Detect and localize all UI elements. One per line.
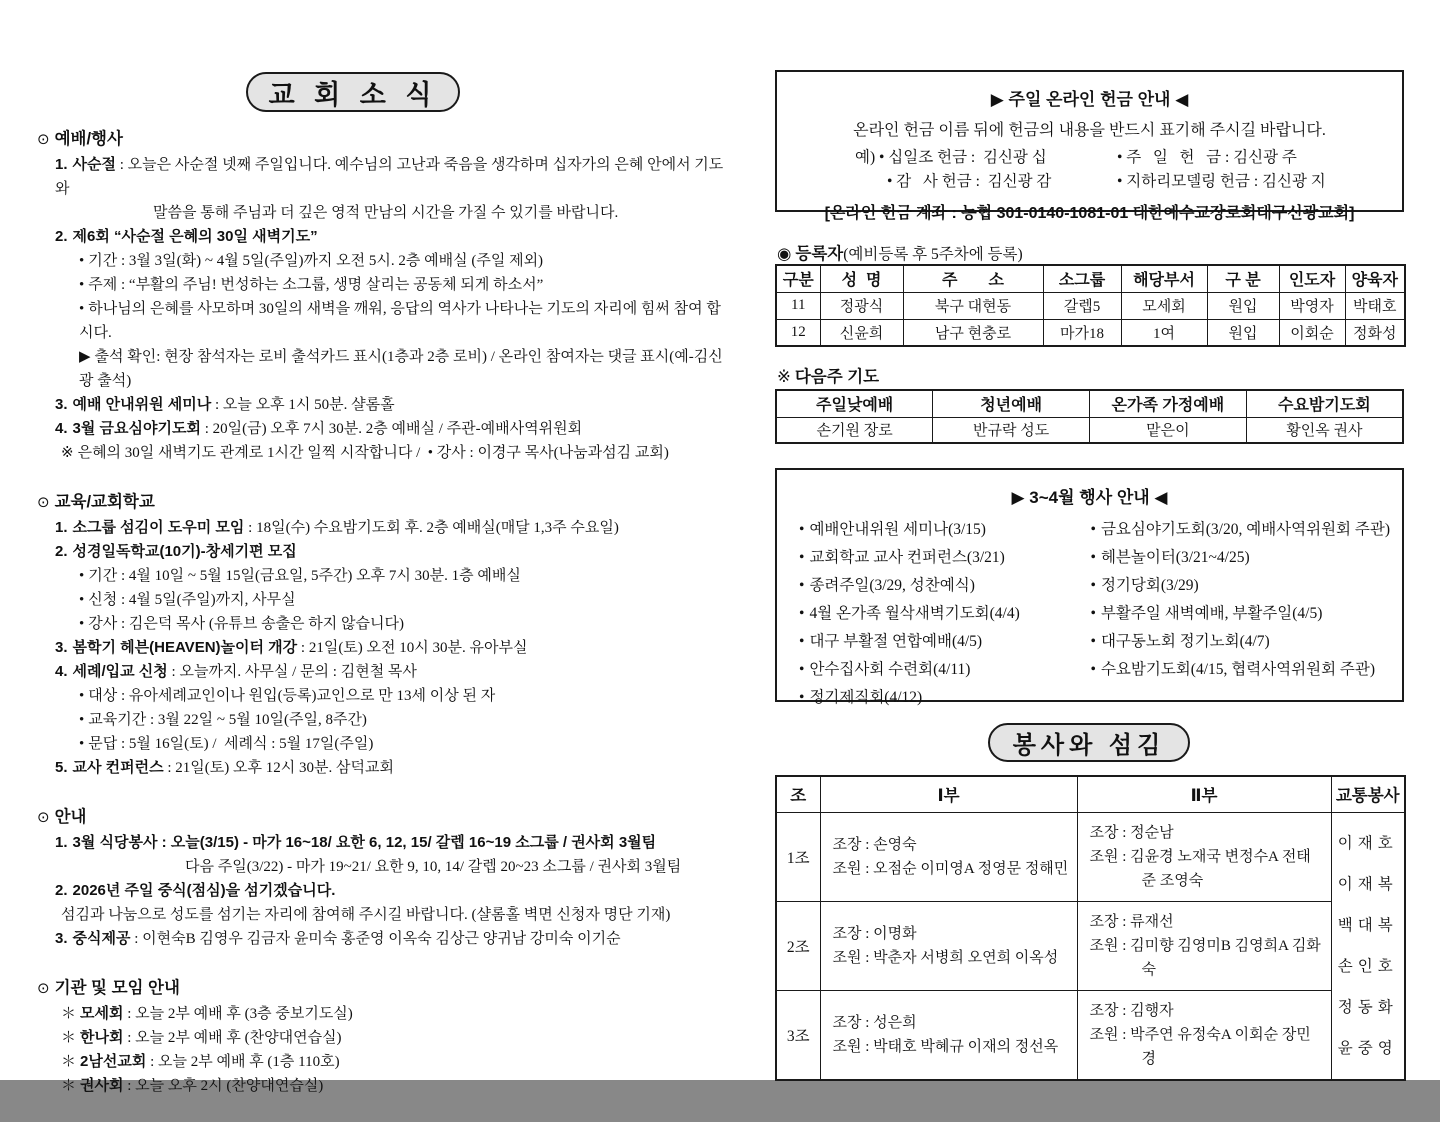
item-text: : 오늘은 사순절 넷째 주일입니다. 예수님의 고난과 죽음을 생각하며 십자가의 은혜 안에서 기도와	[55, 157, 724, 197]
traffic-service-cell	[1331, 812, 1405, 1080]
offering-example-row	[855, 146, 1402, 170]
item-label: 성경일독학교(10기)-창세기편 모집	[72, 543, 297, 560]
event-text: 대구 부활절 연합예배(4/5)	[809, 633, 983, 650]
bullet-icon: •	[1090, 605, 1096, 622]
bullet-icon: •	[1090, 521, 1096, 538]
part-cell	[820, 990, 1077, 1080]
item-text: 교육기간 : 3월 22일 ~ 5월 10일(주일, 8주간)	[88, 712, 367, 728]
item-text: : 21일(토) 오후 12시 30분. 삼덕교회	[163, 760, 394, 776]
bullet-icon: •	[79, 277, 85, 293]
part-cell	[820, 901, 1077, 990]
event-item	[799, 544, 1091, 572]
team-members: 조원 : 박주연 유정숙A 이회순 장민경	[1089, 1026, 1311, 1067]
bullet-icon: ▶	[79, 349, 91, 365]
event-text: 수요밤기도회(4/15, 협력사역위원회 주관)	[1100, 661, 1376, 678]
registrants-marker-icon: ◉	[777, 245, 792, 263]
team-leader: 조장 : 김행자	[1089, 1002, 1174, 1019]
text-line	[35, 732, 725, 756]
column-header: 양육자	[1345, 265, 1405, 292]
team-leader: 조장 : 성은희	[832, 1014, 917, 1031]
event-item	[1091, 628, 1383, 656]
offering-examples	[777, 146, 1402, 194]
text-line	[35, 636, 725, 660]
item-text: 하나님의 은혜를 사모하며 30일의 새벽을 깨워, 응답의 역사가 나타나는 기도의 자리에 힘써 참여 합시다.	[79, 301, 721, 341]
table-cell: 정화성	[1345, 319, 1405, 346]
event-item	[1091, 572, 1383, 600]
item-text: 기간 : 3월 3일(화) ~ 4월 5일(주일)까지 오전 5시. 2층 예배실 (주일 제외)	[88, 253, 544, 269]
text-line	[35, 855, 725, 879]
team-leader: 조장 : 류재선	[1089, 913, 1174, 930]
event-text: 4월 온가족 월삭새벽기도회(4/4)	[809, 605, 1020, 622]
text-line	[35, 225, 725, 249]
event-text: 부활주일 새벽예배, 부활주일(4/5)	[1100, 605, 1323, 622]
item-text: 다음 주일(3/22) - 마가 19~21/ 요한 9, 10, 14/ 갈렙 20~23 소그룹 / 권사회 3월팀	[185, 859, 682, 875]
table-cell: 갈렙5	[1043, 292, 1121, 319]
table-cell: 남구 현충로	[903, 319, 1043, 346]
event-item	[1091, 656, 1383, 684]
item-text: : 18일(수) 수요밤기도회 후. 2층 예배실(매달 1,3주 수요일)	[244, 520, 619, 536]
text-line	[35, 201, 725, 225]
item-number: 1.	[55, 519, 68, 536]
item-text: : 오늘 2부 예배 후 (찬양대연습실)	[123, 1030, 342, 1046]
column-header: 수요밤기도회	[1246, 390, 1403, 417]
offering-account: [온라인 헌금 계좌 : 농협 301-0140-1081-01 대한예수교장로회대구신광교회]	[824, 205, 1355, 222]
item-text: : 이현숙B 김영우 김금자 윤미숙 홍준영 이옥숙 김상근 양귀남 강미숙 이기순	[130, 931, 621, 947]
table-cell: 마가18	[1043, 319, 1121, 346]
item-text: : 오늘까지. 사무실 / 문의 : 김현철 목사	[167, 664, 417, 680]
item-text: 출석 확인: 현장 참석자는 로비 출석카드 표시(1층과 2층 로비) / 온라인 참여자는 댓글 표시(예-김신광 출석)	[79, 349, 723, 389]
item-text: 강사 : 김은덕 목사 (유튜브 송출은 하지 않습니다)	[88, 616, 404, 632]
bullet-icon: •	[799, 605, 805, 622]
bullet-icon: •	[1090, 549, 1096, 566]
section-title: 기관 및 모임 안내	[54, 979, 180, 997]
bullet-icon: ＊	[61, 1078, 77, 1094]
table-cell: 박영자	[1279, 292, 1345, 319]
item-label: 중식제공	[72, 930, 131, 947]
bullet-icon: •	[799, 577, 805, 594]
table-cell: 이회순	[1279, 319, 1345, 346]
table-cell: 11	[776, 292, 820, 319]
event-item	[1091, 544, 1383, 572]
table-header-row	[776, 390, 1403, 417]
next-week-prayer-table	[775, 389, 1404, 444]
events-columns	[777, 516, 1402, 712]
event-item	[799, 572, 1091, 600]
text-line	[35, 1050, 725, 1074]
offering-example-right: • 주 일 헌 금 : 김신광 주	[1117, 149, 1297, 166]
item-text: : 20일(금) 오후 7시 30분. 2층 예배실 / 주관-예배사역위원회	[200, 421, 583, 437]
column-header: 온가족 가정예배	[1090, 390, 1247, 417]
bullet-icon: •	[79, 568, 85, 584]
registrants-table	[775, 264, 1406, 347]
offering-subtitle: 온라인 헌금 이름 뒤에 헌금의 내용을 반드시 표기해 주시길 바랍니다.	[853, 122, 1326, 139]
item-number: 1.	[55, 156, 68, 173]
item-label: 모세회	[80, 1005, 124, 1022]
team-members: 조원 : 박춘자 서병희 오연희 이옥성	[832, 949, 1059, 966]
event-text: 교회학교 교사 컨퍼런스(3/21)	[809, 549, 1005, 566]
registrants-heading	[777, 240, 1023, 264]
service-title: 봉사와 섬김	[1012, 732, 1166, 759]
item-text: : 오늘 오후 1시 50분. 샬롬홀	[211, 397, 395, 413]
text-line	[35, 1026, 725, 1050]
table-row	[776, 417, 1403, 443]
item-label: 예배 안내위원 세미나	[72, 396, 212, 413]
part-cell	[1077, 901, 1331, 990]
item-text: 대상 : 유아세례교인이나 원입(등록)교인으로 만 13세 이상 된 자	[88, 688, 496, 704]
text-line	[35, 540, 725, 564]
section-heading	[35, 126, 725, 153]
part-cell	[1077, 990, 1331, 1080]
table-cell: 12	[776, 319, 820, 346]
section-marker-icon: ⊙	[37, 980, 50, 997]
section-2	[35, 804, 725, 951]
item-text: : 오늘 2부 예배 후 (3층 중보기도실)	[123, 1006, 353, 1022]
item-number: 5.	[55, 759, 68, 776]
text-line	[35, 1074, 725, 1098]
table-row	[776, 901, 1405, 990]
event-item	[1090, 516, 1391, 544]
service-table	[775, 775, 1406, 1081]
offering-example-left: • 감 사 헌금 : 김신광 감	[887, 173, 1052, 190]
text-line	[35, 612, 725, 636]
text-line	[35, 588, 725, 612]
event-text: 안수집사회 수련회(4/11)	[809, 661, 971, 678]
registrants-heading-note: (예비등록 후 5주차에 등록)	[843, 246, 1023, 263]
bullet-icon: •	[799, 689, 805, 706]
prayer-marker-icon: ※	[777, 368, 791, 386]
offering-example-right: • 지하리모델링 헌금 : 김신광 지	[1117, 173, 1326, 190]
bullet-icon: •	[79, 688, 85, 704]
online-offering-box	[775, 70, 1404, 222]
section-heading	[35, 975, 725, 1002]
item-label: 한나회	[80, 1029, 124, 1046]
events-column	[799, 516, 1091, 712]
item-label: 3월 식당봉사 : 오늘(3/15) - 마가 16~18/ 요한 6, 12, 15/ 갈렙 16~19 소그룹 / 권사회 3월팀	[72, 834, 657, 851]
table-cell: 북구 대현동	[903, 292, 1043, 319]
traffic-volunteer: 윤중영	[1337, 1039, 1398, 1057]
item-text: 섬김과 나눔으로 성도를 섬기는 자리에 참여해 주시길 바랍니다. (샬롬홀 벽면 신청자 명단 기재)	[61, 907, 671, 923]
column-header: 구 분	[1207, 265, 1279, 292]
team-leader: 조장 : 손영숙	[832, 836, 917, 853]
bullet-icon: •	[799, 661, 805, 678]
table-cell: 원입	[1207, 292, 1279, 319]
offering-title: ▶ 주일 온라인 헌금 안내 ◀	[990, 90, 1189, 109]
traffic-volunteer: 백대복	[1337, 916, 1398, 934]
table-cell: 정광식	[820, 292, 903, 319]
column-header: 조	[776, 776, 820, 812]
bullet-icon: •	[79, 592, 85, 608]
church-news-title: 교 회 소 식	[268, 79, 438, 110]
item-text: 신청 : 4월 5일(주일)까지, 사무실	[88, 592, 296, 608]
item-label: 2남선교회	[80, 1053, 147, 1070]
text-line	[35, 831, 725, 855]
offering-example-row	[855, 170, 1402, 194]
table-cell: 황인옥 권사	[1246, 417, 1403, 443]
table-header-row	[776, 776, 1405, 812]
item-text: 기간 : 4월 10일 ~ 5월 15일(금요일, 5주간) 오후 7시 30분. 1층 예배실	[88, 568, 521, 584]
event-item	[799, 628, 1091, 656]
text-line	[35, 879, 725, 903]
events-column	[1090, 516, 1391, 712]
table-cell: 모세회	[1121, 292, 1207, 319]
column-header: 교통봉사	[1331, 776, 1405, 812]
bullet-icon: •	[799, 633, 805, 650]
event-text: 정기당회(3/29)	[1100, 577, 1199, 594]
section-marker-icon: ⊙	[37, 494, 50, 511]
registrants-heading-label: 등록자	[795, 245, 844, 263]
item-number: 1.	[55, 834, 68, 851]
part-cell	[820, 812, 1077, 901]
events-title: ▶ 3~4월 행사 안내 ◀	[1011, 488, 1168, 507]
event-text: 대구동노회 정기노회(4/7)	[1100, 633, 1270, 650]
traffic-volunteer: 손인호	[1337, 957, 1398, 975]
team-members: 조원 : 오점순 이미영A 정영문 정해민	[832, 860, 1069, 877]
text-line	[35, 417, 725, 441]
item-text: 말씀을 통해 주님과 더 깊은 영적 만남의 시간을 가질 수 있기를 바랍니다.	[153, 205, 619, 221]
bullet-icon: ＊	[61, 1030, 77, 1046]
team-members: 조원 : 박태호 박혜규 이재의 정선옥	[832, 1038, 1059, 1055]
item-label: 권사회	[80, 1077, 124, 1094]
team-members: 조원 : 김윤경 노재국 변정수A 전태준 조영숙	[1089, 848, 1311, 889]
group-cell: 3조	[776, 990, 820, 1080]
table-cell: 1여	[1121, 319, 1207, 346]
section-3	[35, 975, 725, 1098]
traffic-volunteer: 이재호	[1337, 834, 1398, 852]
bullet-icon: •	[1090, 633, 1096, 650]
text-line	[35, 249, 725, 273]
traffic-volunteer: 정동화	[1337, 998, 1398, 1016]
bullet-icon: •	[79, 616, 85, 632]
text-line	[35, 660, 725, 684]
text-line	[35, 393, 725, 417]
bullet-icon: ※	[61, 445, 74, 461]
team-leader: 조장 : 정순남	[1089, 824, 1174, 841]
text-line	[35, 684, 725, 708]
traffic-volunteer: 이재복	[1337, 875, 1398, 893]
column-header: Ⅰ부	[820, 776, 1077, 812]
section-0	[35, 126, 725, 465]
item-text: : 21일(토) 오전 10시 30분. 유아부실	[297, 640, 528, 656]
item-label: 3월 금요심야기도회	[72, 420, 201, 437]
team-members: 조원 : 김미향 김영미B 김영희A 김화숙	[1089, 937, 1321, 978]
table-row	[776, 990, 1405, 1080]
column-header: 구분	[776, 265, 820, 292]
prayer-heading-label: 다음주 기도	[794, 368, 880, 386]
item-label: 봄학기 헤븐(HEAVEN)놀이터 개강	[72, 639, 298, 656]
item-number: 3.	[55, 639, 68, 656]
section-marker-icon: ⊙	[37, 809, 50, 826]
text-line	[35, 345, 725, 393]
text-line	[35, 564, 725, 588]
text-line	[35, 153, 725, 201]
item-number: 3.	[55, 930, 68, 947]
item-label: 2026년 주일 중식(점심)을 섬기겠습니다.	[72, 882, 336, 899]
church-news-title-pill	[246, 72, 460, 112]
group-cell: 2조	[776, 901, 820, 990]
text-line	[35, 708, 725, 732]
table-cell: 원입	[1207, 319, 1279, 346]
item-text: : 오늘 2부 예배 후 (1층 110호)	[146, 1054, 340, 1070]
item-number: 2.	[55, 228, 68, 245]
table-row	[776, 292, 1405, 319]
column-header: 주일낮예배	[776, 390, 933, 417]
table-header-row	[776, 265, 1405, 292]
bullet-icon: •	[79, 712, 85, 728]
service-title-pill	[988, 723, 1190, 762]
bullet-icon: •	[79, 736, 85, 752]
table-cell: 반규락 성도	[933, 417, 1090, 443]
event-text: 금요심야기도회(3/20, 예배사역위원회 주관)	[1100, 521, 1391, 538]
group-cell: 1조	[776, 812, 820, 901]
item-text: 문답 : 5월 16일(토) / 세례식 : 5월 17일(주일)	[88, 736, 374, 752]
bullet-icon: ＊	[61, 1054, 77, 1070]
event-item	[799, 684, 1091, 712]
table-row	[776, 319, 1405, 346]
column-header: Ⅱ부	[1077, 776, 1331, 812]
column-header: 해당부서	[1121, 265, 1207, 292]
item-label: 소그룹 섬김이 도우미 모임	[72, 519, 245, 536]
offering-example-left: 예) • 십일조 헌금 : 김신광 십	[855, 149, 1047, 166]
text-line	[35, 756, 725, 780]
column-header: 소그룹	[1043, 265, 1121, 292]
item-label: 제6회 “사순절 은혜의 30일 새벽기도”	[72, 228, 318, 245]
section-heading	[35, 804, 725, 831]
item-label: 교사 컨퍼런스	[72, 759, 164, 776]
item-label: 사순절	[72, 156, 116, 173]
bullet-icon: •	[799, 521, 805, 538]
event-item	[1091, 600, 1383, 628]
text-line	[35, 516, 725, 540]
team-leader: 조장 : 이명화	[832, 925, 917, 942]
item-number: 3.	[55, 396, 68, 413]
item-number: 4.	[55, 663, 68, 680]
bullet-icon: •	[79, 253, 85, 269]
table-cell: 손기원 장로	[776, 417, 933, 443]
item-text: 주제 : “부활의 주님! 번성하는 소그룹, 생명 살리는 공동체 되게 하소서”	[88, 277, 544, 293]
section-title: 안내	[54, 808, 87, 826]
item-label: 세례/입교 신청	[72, 663, 168, 680]
part-cell	[1077, 812, 1331, 901]
text-line	[35, 927, 725, 951]
prayer-heading	[777, 363, 879, 387]
section-title: 교육/교회학교	[54, 493, 155, 511]
table-cell: 신윤희	[820, 319, 903, 346]
text-line	[35, 903, 725, 927]
column-header: 청년예배	[933, 390, 1090, 417]
event-text: 종려주일(3/29, 성찬예식)	[809, 577, 975, 594]
table-cell: 맡은이	[1090, 417, 1247, 443]
text-line	[35, 273, 725, 297]
section-title: 예배/행사	[54, 130, 123, 148]
section-1	[35, 489, 725, 780]
table-row	[776, 812, 1405, 901]
events-box	[775, 468, 1404, 706]
column-header: 인도자	[1279, 265, 1345, 292]
text-line	[35, 441, 725, 465]
event-text: 정기제직회(4/12)	[809, 689, 923, 706]
item-number: 4.	[55, 420, 68, 437]
event-text: 예배안내위원 세미나(3/15)	[809, 521, 986, 538]
bullet-icon: •	[1090, 661, 1096, 678]
bullet-icon: ＊	[61, 1006, 77, 1022]
left-sections	[35, 126, 725, 1122]
item-text: 은혜의 30일 새벽기도 관계로 1시간 일찍 시작합니다 / • 강사 : 이경구 목사(나눔과섬김 교회)	[77, 445, 669, 461]
section-marker-icon: ⊙	[37, 131, 50, 148]
column-header: 성 명	[820, 265, 903, 292]
bullet-icon: •	[799, 549, 805, 566]
section-heading	[35, 489, 725, 516]
bullet-icon: •	[79, 301, 85, 317]
event-text: 헤븐놀이터(3/21~4/25)	[1100, 549, 1250, 566]
item-number: 2.	[55, 882, 68, 899]
table-cell: 박태호	[1345, 292, 1405, 319]
event-item	[799, 600, 1091, 628]
column-header: 주 소	[903, 265, 1043, 292]
text-line	[35, 297, 725, 345]
event-item	[799, 656, 1091, 684]
text-line	[35, 1002, 725, 1026]
item-number: 2.	[55, 543, 68, 560]
item-text: : 오늘 오후 2시 (찬양대연습실)	[123, 1078, 324, 1094]
bullet-icon: •	[1090, 577, 1096, 594]
event-item	[799, 516, 1091, 544]
